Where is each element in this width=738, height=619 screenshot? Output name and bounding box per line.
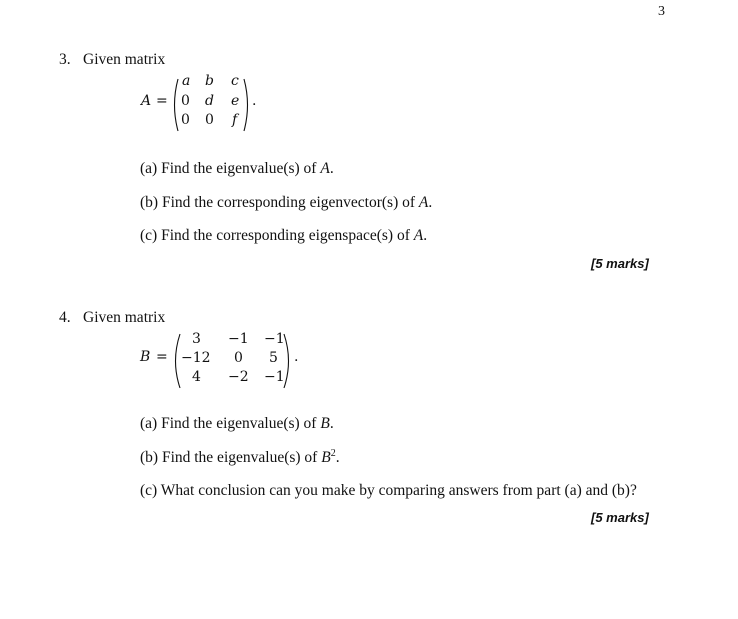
matrix-b-cell: −12	[181, 350, 211, 366]
part-text: (a) Find the eigenvalue(s) of	[140, 415, 321, 432]
question-3-marks: [5 marks]	[591, 256, 649, 271]
part-text: (b) Find the corresponding eigenvector(s) of	[140, 194, 419, 211]
part-end: .	[423, 227, 428, 244]
part-var: B	[321, 449, 331, 467]
question-4-part-a	[140, 415, 334, 433]
matrix-a-cell: b	[205, 73, 214, 89]
matrix-a-cell: 0	[181, 112, 190, 128]
question-3-part-c	[140, 227, 427, 245]
question-4-part-b	[140, 448, 340, 467]
question-3-part-a	[140, 160, 334, 178]
part-superscript: 2	[330, 448, 336, 459]
matrix-a-period: .	[252, 93, 257, 109]
part-end: .	[428, 194, 433, 211]
matrix-a-right-paren	[242, 77, 252, 133]
part-var: A	[418, 194, 429, 211]
part-text: (a) Find the eigenvalue(s) of	[140, 160, 321, 177]
matrix-a-cell: a	[182, 73, 191, 89]
matrix-b-cell: −1	[228, 331, 249, 347]
matrix-b-cell: 0	[234, 350, 243, 366]
part-end: .	[329, 415, 334, 432]
part-var: A	[320, 160, 330, 177]
question-3-number: 3.	[59, 51, 71, 68]
matrix-b-cell: 3	[192, 331, 201, 347]
question-4-part-c	[140, 482, 637, 500]
question-4-marks: [5 marks]	[591, 510, 649, 525]
matrix-a-cell: 0	[181, 93, 190, 109]
matrix-b-name: B	[140, 349, 151, 365]
matrix-b-cell: −1	[264, 331, 285, 347]
part-end: .	[335, 449, 340, 467]
matrix-a-left-paren	[170, 77, 180, 133]
question-3-part-b	[140, 194, 432, 212]
matrix-b-equals: =	[156, 349, 168, 365]
matrix-b-right-paren	[282, 332, 294, 390]
question-4-number: 4.	[59, 309, 71, 326]
matrix-a-cell: c	[231, 73, 239, 89]
part-var: A	[413, 227, 424, 244]
matrix-b-cell: 4	[192, 369, 201, 385]
page-number: 3	[658, 4, 665, 19]
part-text: (b) Find the eigenvalue(s) of	[140, 449, 322, 467]
question-3-intro: Given matrix	[83, 51, 166, 68]
part-var: B	[320, 415, 330, 432]
matrix-a-cell: f	[232, 112, 238, 128]
matrix-a-equals: =	[156, 93, 168, 109]
part-text: (c) Find the corresponding eigenspace(s) of	[140, 227, 414, 244]
matrix-a-cell: 0	[205, 112, 214, 128]
part-end: .	[329, 160, 334, 177]
question-4-intro: Given matrix	[83, 309, 166, 326]
matrix-a-name: A	[141, 93, 152, 109]
matrix-b-cell: −1	[264, 369, 285, 385]
matrix-a-cell: e	[231, 93, 240, 109]
part-text: (c) What conclusion can you make by comparing answers from part (a) and (b)?	[140, 482, 637, 499]
matrix-b-cell: −2	[228, 369, 249, 385]
matrix-b-cell: 5	[269, 350, 278, 366]
matrix-a-cell: d	[205, 93, 214, 109]
matrix-b-period: .	[294, 349, 299, 365]
